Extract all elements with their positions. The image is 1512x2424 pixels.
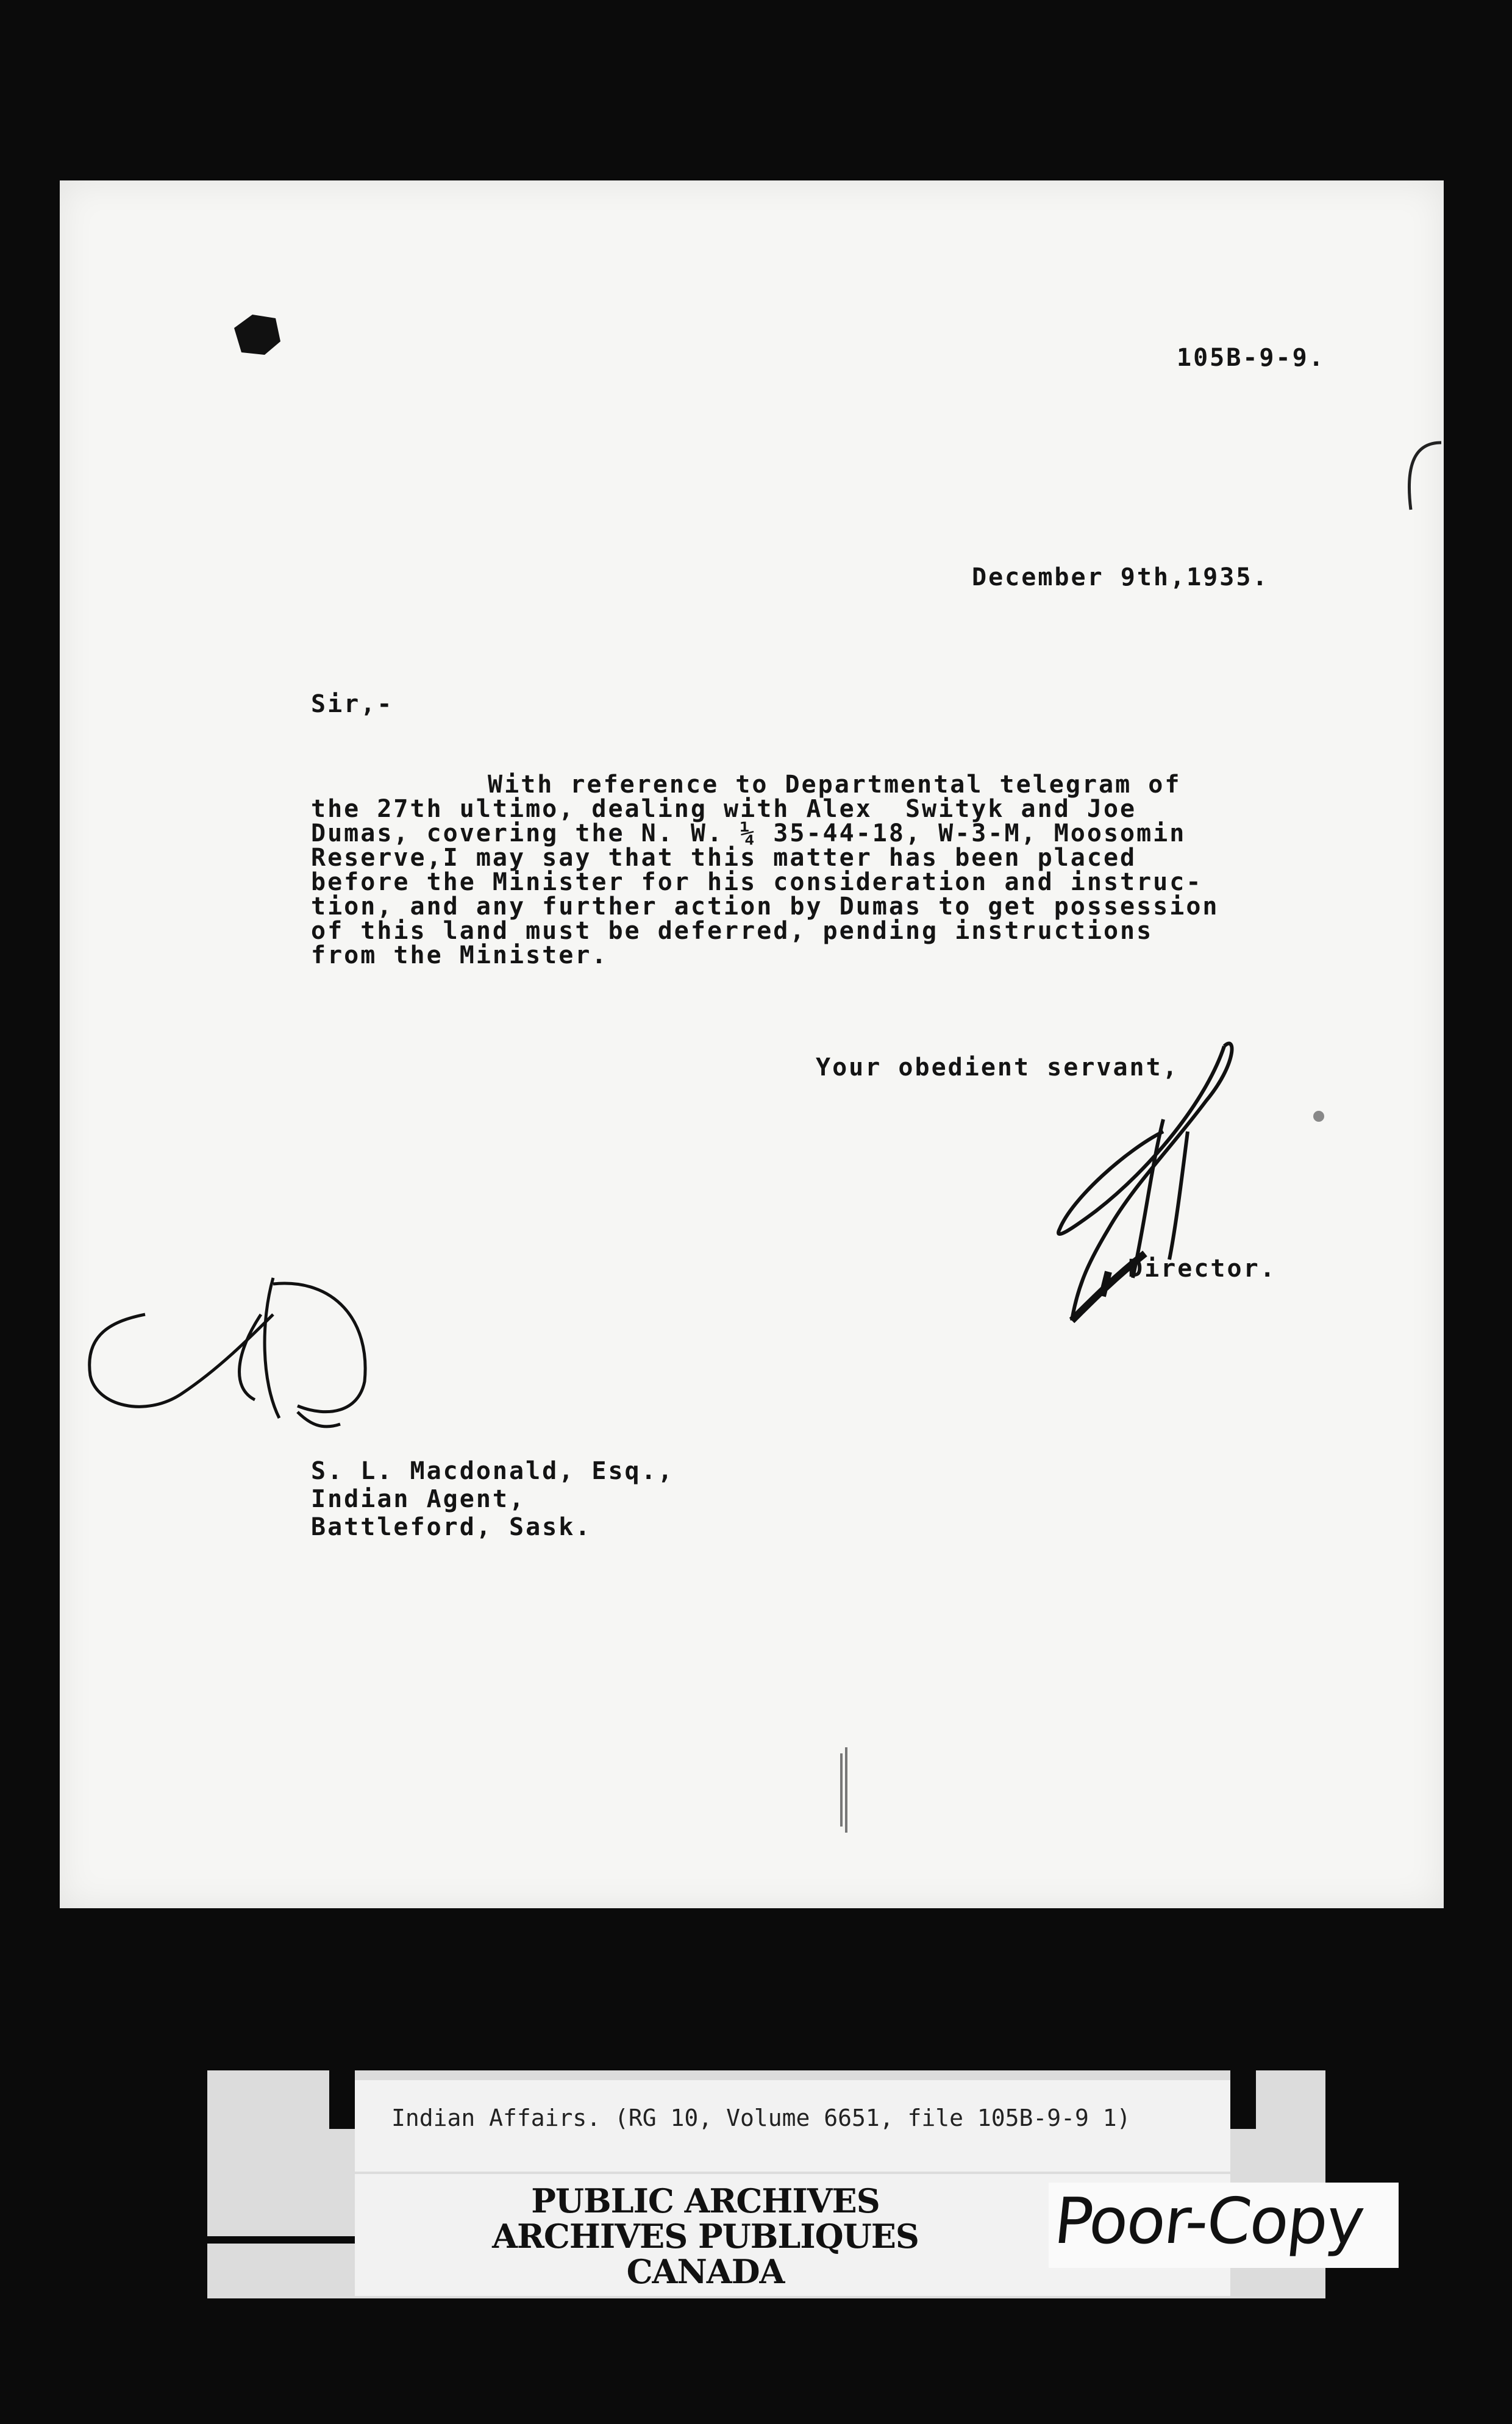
strip-notch-left: [329, 2070, 355, 2129]
body-line: tion, and any further action by Dumas to get possession: [311, 893, 1219, 921]
addressee-line: S. L. Macdonald, Esq.,: [311, 1457, 674, 1485]
paper-clip-mark: [828, 1741, 865, 1839]
archive-reference: Indian Affairs. (RG 10, Volume 6651, file 105B-9-9 1): [391, 2105, 1131, 2131]
body-line: With reference to Departmental telegram of: [488, 771, 1182, 799]
ink-blot: [228, 310, 289, 365]
public-archives-label: PUBLIC ARCHIVES: [531, 2181, 880, 2220]
body-line: of this land must be deferred, pending instructions: [311, 917, 1154, 945]
body-line: Reserve,I may say that this matter has been placed: [311, 844, 1137, 872]
signatory-title: Director.: [1128, 1255, 1277, 1283]
poor-copy-text: Poor-Copy: [1050, 2184, 1368, 2258]
poor-copy-note: [1049, 2183, 1399, 2268]
letter-page: [60, 180, 1444, 1908]
letter-date: December 9th,1935.: [972, 563, 1269, 591]
archive-reference-box: [355, 2080, 1230, 2172]
strip-notch-right: [1230, 2070, 1256, 2129]
body-line: the 27th ultimo, dealing with Alex Swityk and Joe: [311, 795, 1137, 823]
addressee-line: Indian Agent,: [311, 1485, 526, 1513]
archives-publiques-label: ARCHIVES PUBLIQUES: [492, 2217, 919, 2256]
canada-label: CANADA: [626, 2252, 785, 2291]
file-number: 105B-9-9.: [1177, 344, 1325, 372]
closing: Your obedient servant,: [816, 1053, 1179, 1082]
salutation: Sir,-: [311, 690, 394, 718]
director-signature: [1005, 1028, 1297, 1345]
body-line: Dumas, covering the N. W. ¼ 35-44-18, W-3-M, Moosomin: [311, 819, 1186, 847]
margin-mark: [1386, 437, 1447, 522]
initials-mark: [78, 1247, 432, 1491]
addressee-line: Battleford, Sask.: [311, 1513, 592, 1541]
ink-dot: [1310, 1107, 1328, 1125]
body-line: from the Minister.: [311, 941, 608, 969]
body-line: before the Minister for his consideration and instruc-: [311, 868, 1203, 896]
